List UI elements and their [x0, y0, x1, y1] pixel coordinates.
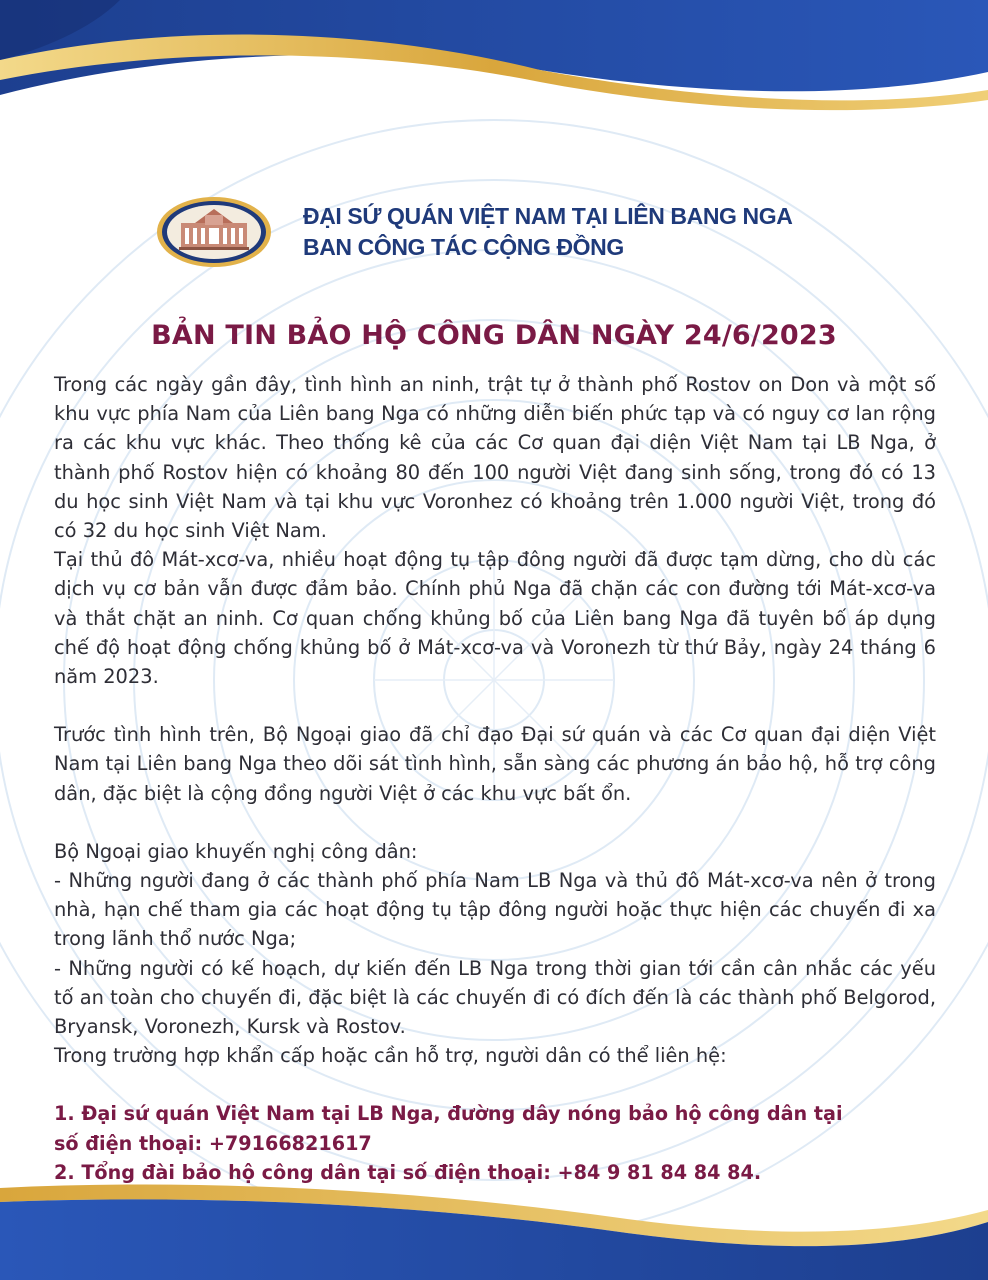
- top-wave-decoration: [0, 0, 988, 160]
- header: [155, 192, 792, 272]
- paragraph-moscow: Tại thủ đô Mát-xcơ-va, nhiều hoạt động tụ tập đông người đã được tạm dừng, cho dù các dịch vụ cơ bản vẫn được đảm bảo. Chính phủ Nga đã chặn các con đường tới Mát-xcơ-va và thắt chặt an ninh. Cơ quan chống khủng bố của Liên bang Nga đã tuyên bố áp dụng chế độ hoạt động chống khủng bố ở Mát-xcơ-va và Voronezh từ thứ Bảy, ngày 24 tháng 6 năm 2023.: [54, 548, 936, 689]
- bulletin-body: [54, 370, 936, 1187]
- bulletin-title: BẢN TIN BẢO HỘ CÔNG DÂN NGÀY 24/6/2023: [151, 320, 837, 351]
- recommendation-item-2: - Những người có kế hoạch, dự kiến đến LB Nga trong thời gian tới cần cân nhắc các yếu tố an toàn cho chuyến đi, đặc biệt là các chuyến đi có đích đến là các thành phố Belgorod, Bryansk, Voronezh, Kursk và Rostov.: [54, 956, 936, 1039]
- paragraph-ministry-direction: Trước tình hình trên, Bộ Ngoại giao đã chỉ đạo Đại sứ quán và các Cơ quan đại diện Việt Nam tại Liên bang Nga theo dõi sát tình hình, sẵn sàng các phương án bảo hộ, hỗ trợ công dân, đặc biệt là cộng đồng người Việt ở các khu vực bất ổn.: [54, 723, 936, 805]
- paragraph-recommendation-intro: Bộ Ngoại giao khuyến nghị công dân:: [54, 839, 418, 863]
- recommendation-item-1: - Những người đang ở các thành phố phía Nam LB Nga và thủ đô Mát-xcơ-va nên ở trong nhà, hạn chế tham gia các hoạt động tụ tập đông người hoặc thực hiện các chuyến đi xa trong lãnh thổ nước Nga;: [54, 869, 936, 951]
- organization-name: [303, 201, 792, 263]
- org-line-embassy: ĐẠI SỨ QUÁN VIỆT NAM TẠI LIÊN BANG NGA: [303, 203, 793, 229]
- contact-list: [54, 1099, 936, 1187]
- contact-switchboard-phone: 2. Tổng đài bảo hộ công dân tại số điện thoại: +84 9 81 84 84 84.: [54, 1160, 762, 1184]
- contact-embassy-phone: số điện thoại: +79166821617: [54, 1131, 372, 1155]
- embassy-building-icon: [155, 195, 273, 269]
- org-line-committee: BAN CÔNG TÁC CỘNG ĐỒNG: [303, 234, 624, 260]
- contact-embassy-hotline: 1. Đại sứ quán Việt Nam tại LB Nga, đường dây nóng bảo hộ công dân tại: [54, 1102, 843, 1126]
- paragraph-contact-intro: Trong trường hợp khẩn cấp hoặc cần hỗ trợ, người dân có thể liên hệ:: [54, 1044, 727, 1068]
- paragraph-situation: Trong các ngày gần đây, tình hình an ninh, trật tự ở thành phố Rostov on Don và một số khu vực phía Nam của Liên bang Nga có những diễn biến phức tạp và có nguy cơ lan rộng ra các khu vực khác. Theo thống kê của các Cơ quan đại diện Việt Nam tại LB Nga, ở thành phố Rostov hiện có khoảng 80 đến 100 người Việt đang sinh sống, trong đó có 13 du học sinh Việt Nam và tại khu vực Voronhez có khoảng trên 1.000 người Việt, trong đó có 32 du học sinh Việt Nam.: [54, 373, 936, 543]
